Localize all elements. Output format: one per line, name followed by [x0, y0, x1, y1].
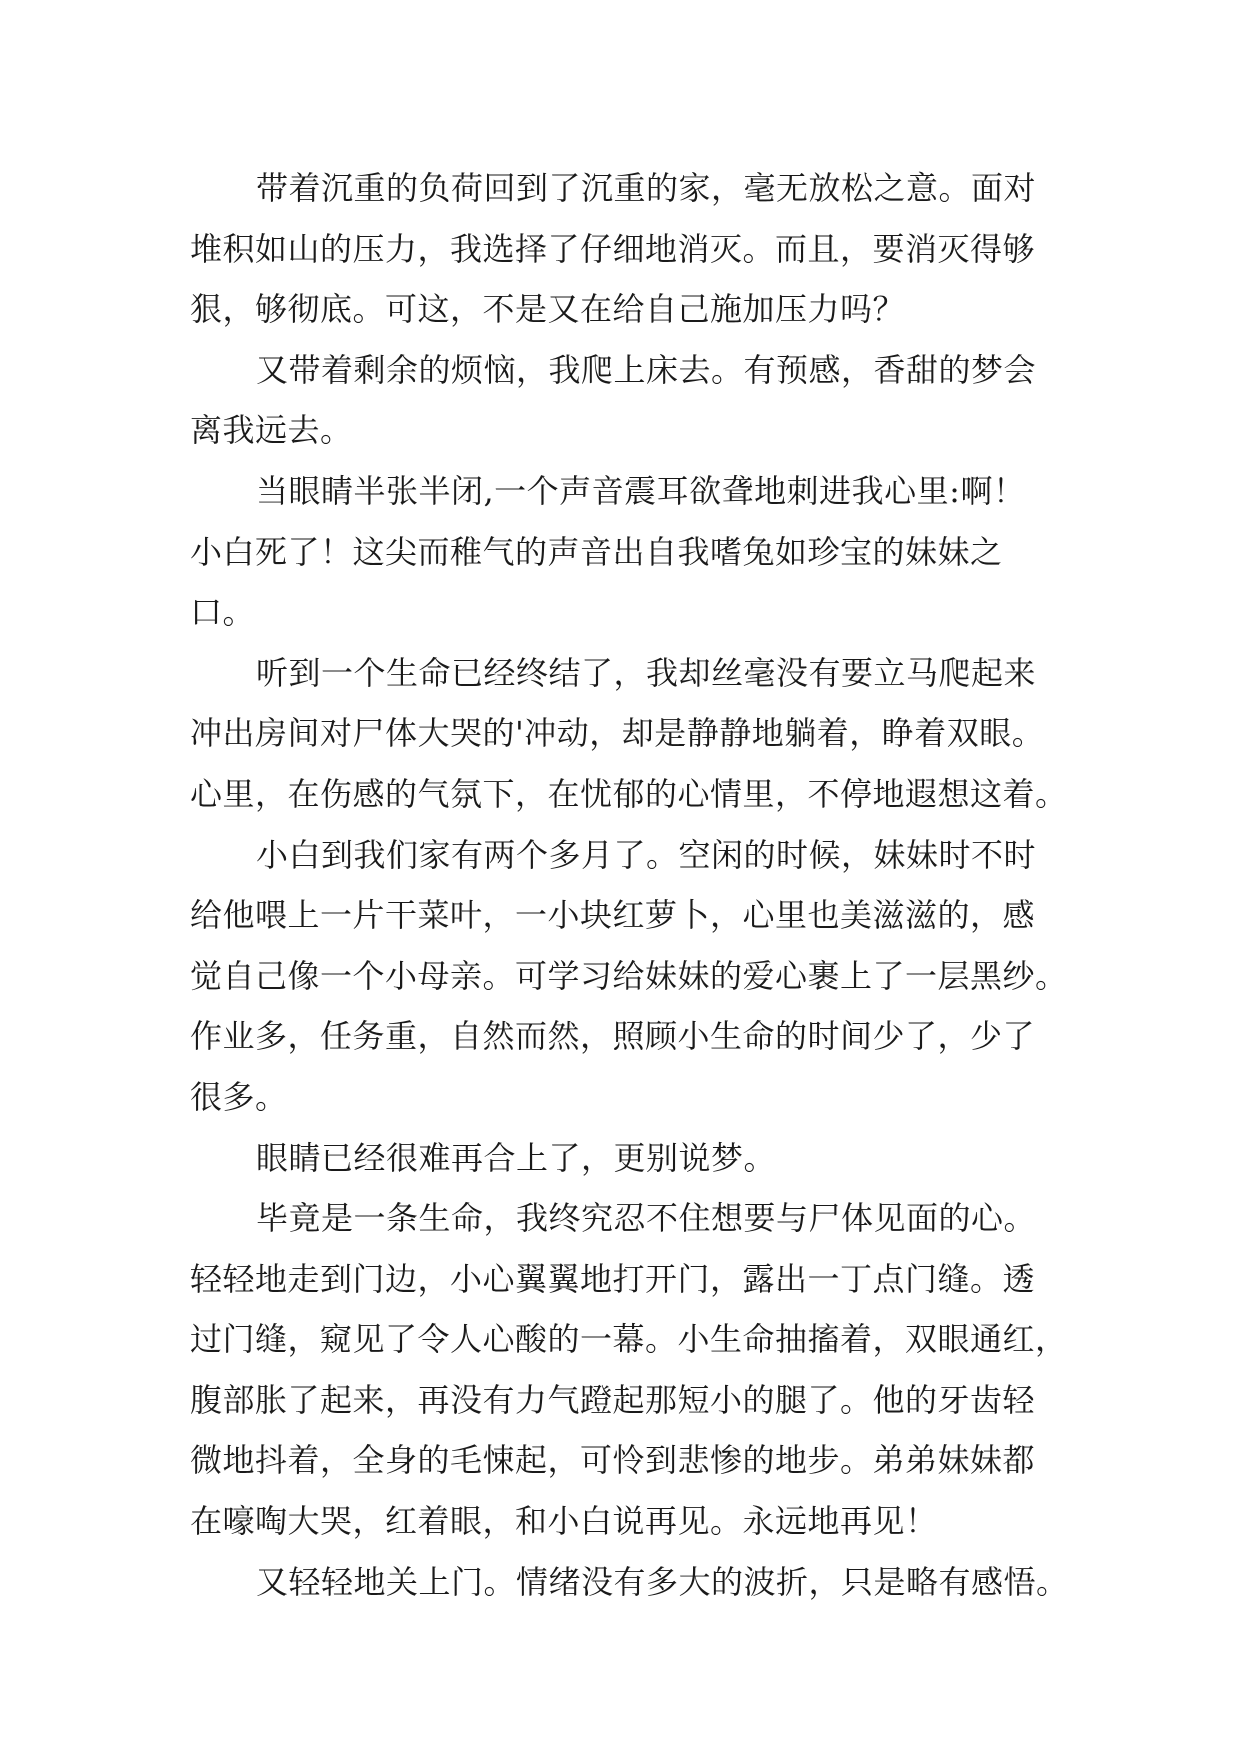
text-line: 听到一个生命已经终结了，我却丝毫没有要立马爬起来 — [256, 653, 1037, 692]
text-line: 眼睛已经很难再合上了，更别说梦。 — [256, 1138, 777, 1177]
text-line: 带着沉重的负荷回到了沉重的家，毫无放松之意。面对 — [256, 169, 1037, 207]
text-line: 堆积如山的压力，我选择了仔细地消灭。而且，要消灭得够 — [190, 229, 1036, 268]
body-text — [190, 158, 1070, 1612]
text-line: 腹部胀了起来，再没有力气蹬起那短小的腿了。他的牙齿轻 — [190, 1380, 1036, 1419]
text-line: 轻轻地走到门边，小心翼翼地打开门，露出一丁点门缝。透 — [190, 1259, 1036, 1298]
text-line: 冲出房间对尸体大哭的'冲动，却是静静地躺着，睁着双眼。 — [190, 714, 1045, 753]
text-line: 过门缝，窥见了令人心酸的一幕。小生命抽搐着，双眼通红， — [190, 1320, 1068, 1359]
text-line: 口。 — [190, 593, 256, 632]
text-line: 给他喂上一片干菜叶，一小块红萝卜，心里也美滋滋的，感 — [190, 896, 1036, 935]
text-line: 当眼睛半张半闭,一个声音震耳欲聋地刺进我心里:啊！ — [256, 471, 1026, 510]
text-line: 狠，够彻底。可这，不是又在给自己施加压力吗？ — [190, 290, 906, 329]
text-line: 又轻轻地关上门。情绪没有多大的波折，只是略有感悟。 — [256, 1562, 1069, 1601]
text-line: 小白死了！这尖而稚气的声音出自我嗜兔如珍宝的妹妹之 — [190, 532, 1003, 571]
text-line: 觉自己像一个小母亲。可学习给妹妹的爱心裹上了一层黑纱。 — [190, 956, 1068, 995]
text-line: 心里，在伤感的气氛下，在忧郁的心情里，不停地遐想这着。 — [190, 774, 1068, 813]
text-line: 微地抖着，全身的毛悚起，可怜到悲惨的地步。弟弟妹妹都 — [190, 1441, 1036, 1480]
text-line: 小白到我们家有两个多月了。空闲的时候，妹妹时不时 — [256, 835, 1037, 874]
text-line: 离我远去。 — [190, 411, 353, 450]
text-line: 作业多，任务重，自然而然，照顾小生命的时间少了，少了 — [190, 1017, 1036, 1056]
text-line: 在嚎啕大哭，红着眼，和小白说再见。永远地再见！ — [190, 1502, 938, 1541]
text-line: 又带着剩余的烦恼，我爬上床去。有预感，香甜的梦会 — [256, 350, 1037, 389]
text-line: 毕竟是一条生命，我终究忍不住想要与尸体见面的心。 — [256, 1199, 1037, 1238]
text-line: 很多。 — [190, 1077, 288, 1116]
